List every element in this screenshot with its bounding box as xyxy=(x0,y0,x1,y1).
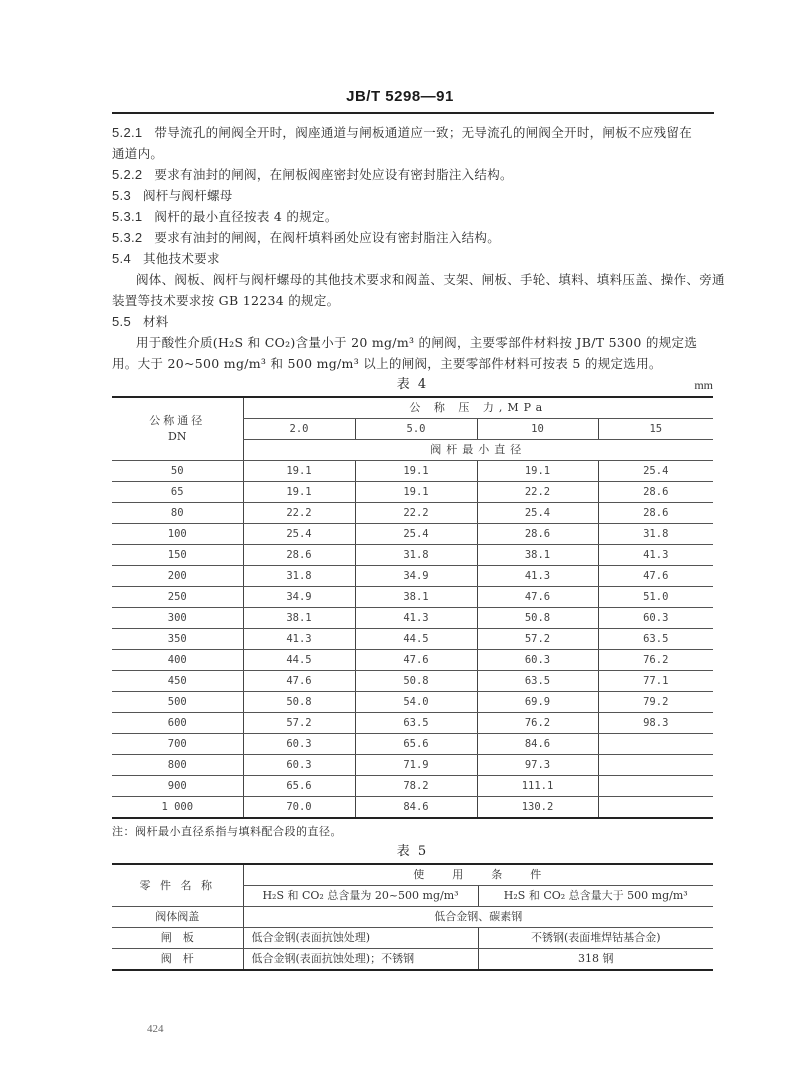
table4-caption-line xyxy=(112,376,713,394)
stem-diameter-cell: 44.5 xyxy=(355,629,477,650)
dn-header-symbol: DN xyxy=(168,430,187,443)
clause-number: 5.3.1 xyxy=(112,209,143,224)
stem-diameter-cell: 77.1 xyxy=(598,671,713,692)
clause-text: 带导流孔的闸阀全开时，阀座通道与闸板通道应一致；无导流孔的闸阀全开时，闸板不应残留在 xyxy=(154,125,693,140)
clause-text: 要求有油封的闸阀，在阀杆填料函处应设有密封脂注入结构。 xyxy=(154,230,501,245)
stem-diameter-cell: 41.3 xyxy=(477,566,598,587)
table5-conditions-header: 使 用 条 件 xyxy=(243,864,713,886)
clause-number: 5.5 xyxy=(112,314,131,329)
table4-note: 注：阀杆最小直径系指与填料配合段的直径。 xyxy=(112,825,342,838)
table4-row xyxy=(112,545,713,566)
dn-cell: 350 xyxy=(112,629,243,650)
stem-diameter-cell: 22.2 xyxy=(355,503,477,524)
stem-diameter-cell: 69.9 xyxy=(477,692,598,713)
table4-row xyxy=(112,503,713,524)
dn-header-label: 公称通径 xyxy=(149,414,206,427)
pressure-col-header: 2.0 xyxy=(243,419,355,440)
table4-row xyxy=(112,692,713,713)
stem-diameter-cell: 41.3 xyxy=(243,629,355,650)
clause-text: 阀体、阀板、阀杆与阀杆螺母的其他技术要求和阀盖、支架、闸板、手轮、填料、填料压盖、操作、旁通 xyxy=(136,272,725,287)
clause-number: 5.2.1 xyxy=(112,125,143,140)
stem-diameter-cell: 28.6 xyxy=(477,524,598,545)
stem-diameter-cell: 111.1 xyxy=(477,776,598,797)
table4-row xyxy=(112,776,713,797)
table4-row xyxy=(112,608,713,629)
table4-row xyxy=(112,650,713,671)
page-number: 424 xyxy=(147,1023,164,1035)
stem-diameter-cell: 41.3 xyxy=(355,608,477,629)
clause-text: 要求有油封的闸阀，在闸板阀座密封处应设有密封脂注入结构。 xyxy=(154,167,513,182)
table5-material-cond2: 不锈钢(表面堆焊钴基合金) xyxy=(478,928,713,949)
table5-material-cond2: 318 钢 xyxy=(478,949,713,971)
stem-diameter-cell: 57.2 xyxy=(243,713,355,734)
stem-diameter-cell: 57.2 xyxy=(477,629,598,650)
table4-caption: 表 4 xyxy=(396,377,429,392)
stem-diameter-cell: 38.1 xyxy=(243,608,355,629)
stem-diameter-cell: 31.8 xyxy=(598,524,713,545)
paragraph-5-4-body xyxy=(136,271,725,289)
stem-diameter-cell: 60.3 xyxy=(243,755,355,776)
stem-diameter-cell: 28.6 xyxy=(598,503,713,524)
stem-diameter-cell: 38.1 xyxy=(477,545,598,566)
stem-diameter-cell xyxy=(598,755,713,776)
clause-number: 5.2.2 xyxy=(112,167,143,182)
header-rule xyxy=(112,112,714,114)
stem-diameter-cell: 65.6 xyxy=(243,776,355,797)
table5-part-name: 阀 杆 xyxy=(112,949,243,971)
dn-cell: 200 xyxy=(112,566,243,587)
stem-diameter-cell: 19.1 xyxy=(243,461,355,482)
dn-cell: 150 xyxy=(112,545,243,566)
stem-diameter-cell: 25.4 xyxy=(355,524,477,545)
stem-diameter-cell: 47.6 xyxy=(243,671,355,692)
table4-unit: mm xyxy=(694,378,713,392)
stem-diameter-cell: 41.3 xyxy=(598,545,713,566)
tables-flow xyxy=(112,396,713,971)
stem-diameter-cell: 19.1 xyxy=(243,482,355,503)
table4-row xyxy=(112,461,713,482)
stem-diameter-cell: 130.2 xyxy=(477,797,598,819)
stem-diameter-cell: 50.8 xyxy=(355,671,477,692)
stem-diameter-cell xyxy=(598,734,713,755)
clause-number: 5.3.2 xyxy=(112,230,143,245)
table4-row xyxy=(112,629,713,650)
stem-diameter-cell: 31.8 xyxy=(243,566,355,587)
stem-diameter-cell: 78.2 xyxy=(355,776,477,797)
clause-text: 装置等技术要求按 GB 12234 的规定。 xyxy=(112,293,340,308)
paragraph-5-2-1-cont xyxy=(112,145,163,163)
stem-diameter-cell: 50.8 xyxy=(243,692,355,713)
stem-diameter-cell: 25.4 xyxy=(477,503,598,524)
dn-cell: 900 xyxy=(112,776,243,797)
stem-diameter-cell: 47.6 xyxy=(477,587,598,608)
stem-diameter-cell: 28.6 xyxy=(243,545,355,566)
paragraph-5-5-body xyxy=(136,334,697,352)
stem-diameter-cell: 19.1 xyxy=(355,461,477,482)
clause-text: 材料 xyxy=(142,314,169,329)
stem-diameter-cell: 25.4 xyxy=(598,461,713,482)
section-5-4-title xyxy=(112,250,220,268)
table4-row xyxy=(112,482,713,503)
paragraph-5-5-body-cont xyxy=(112,355,662,373)
stem-diameter-cell: 28.6 xyxy=(598,482,713,503)
table5-caption: 表 5 xyxy=(396,844,429,859)
stem-diameter-cell: 51.0 xyxy=(598,587,713,608)
clause-number: 5.4 xyxy=(112,251,131,266)
stem-diameter-cell: 63.5 xyxy=(477,671,598,692)
paragraph-5-2-1 xyxy=(112,124,692,142)
stem-diameter-cell: 25.4 xyxy=(243,524,355,545)
stem-diameter-cell: 34.9 xyxy=(243,587,355,608)
stem-diameter-cell: 34.9 xyxy=(355,566,477,587)
dn-cell: 300 xyxy=(112,608,243,629)
dn-cell: 450 xyxy=(112,671,243,692)
table4-row xyxy=(112,566,713,587)
stem-diameter-cell: 44.5 xyxy=(243,650,355,671)
stem-diameter-cell: 60.3 xyxy=(243,734,355,755)
stem-diameter-cell: 76.2 xyxy=(598,650,713,671)
table4-row xyxy=(112,797,713,819)
dn-cell: 400 xyxy=(112,650,243,671)
stem-diameter-cell: 19.1 xyxy=(355,482,477,503)
section-5-3-title xyxy=(112,187,233,205)
section-5-5-title xyxy=(112,313,169,331)
stem-diameter-cell: 71.9 xyxy=(355,755,477,776)
pressure-col-header: 5.0 xyxy=(355,419,477,440)
clause-text: 阀杆与阀杆螺母 xyxy=(142,188,233,203)
table5-material-cond1: 低合金钢(表面抗蚀处理) xyxy=(243,928,478,949)
stem-diameter-cell: 79.2 xyxy=(598,692,713,713)
table4-stem-diameter xyxy=(112,396,713,819)
stem-diameter-cell: 84.6 xyxy=(355,797,477,819)
stem-diameter-cell: 63.5 xyxy=(355,713,477,734)
clause-text: 用于酸性介质(H₂S 和 CO₂)含量小于 20 mg/m³ 的闸阀，主要零部件材料按 JB/T 5300 的规定选 xyxy=(136,335,698,350)
dn-cell: 50 xyxy=(112,461,243,482)
table4-row xyxy=(112,671,713,692)
stem-diameter-cell: 63.5 xyxy=(598,629,713,650)
stem-diameter-cell: 22.2 xyxy=(243,503,355,524)
stem-diameter-cell: 38.1 xyxy=(355,587,477,608)
dn-cell: 800 xyxy=(112,755,243,776)
dn-cell: 80 xyxy=(112,503,243,524)
dn-cell: 100 xyxy=(112,524,243,545)
stem-diameter-cell: 97.3 xyxy=(477,755,598,776)
dn-cell: 600 xyxy=(112,713,243,734)
pressure-col-header: 15 xyxy=(598,419,713,440)
table4-dn-header xyxy=(112,397,243,461)
paragraph-5-2-2 xyxy=(112,166,513,184)
table5-part-header: 零 件 名 称 xyxy=(112,864,243,907)
clause-text: 用。大于 20~500 mg/m³ 和 500 mg/m³ 以上的闸阀，主要零部件材料可按表 5 的规定选用。 xyxy=(112,356,662,371)
stem-diameter-cell: 47.6 xyxy=(598,566,713,587)
stem-diameter-cell: 76.2 xyxy=(477,713,598,734)
table5-condition-2: H₂S 和 CO₂ 总含量大于 500 mg/m³ xyxy=(478,886,713,907)
table4-row xyxy=(112,524,713,545)
dn-cell: 65 xyxy=(112,482,243,503)
stem-diameter-cell: 70.0 xyxy=(243,797,355,819)
stem-diameter-cell: 65.6 xyxy=(355,734,477,755)
clause-number: 5.3 xyxy=(112,188,131,203)
stem-diameter-cell: 54.0 xyxy=(355,692,477,713)
table5-material-merged: 低合金钢、碳素钢 xyxy=(243,907,713,928)
standard-code-header: JB/T 5298—91 xyxy=(346,88,454,105)
table5-condition-1: H₂S 和 CO₂ 总含量为 20~500 mg/m³ xyxy=(243,886,478,907)
table4-row xyxy=(112,713,713,734)
stem-diameter-cell: 84.6 xyxy=(477,734,598,755)
table4-row xyxy=(112,587,713,608)
dn-cell: 500 xyxy=(112,692,243,713)
pressure-col-header: 10 xyxy=(477,419,598,440)
stem-diameter-cell: 50.8 xyxy=(477,608,598,629)
stem-diameter-cell: 60.3 xyxy=(477,650,598,671)
table4-row xyxy=(112,734,713,755)
dn-cell: 700 xyxy=(112,734,243,755)
clause-text: 阀杆的最小直径按表 4 的规定。 xyxy=(154,209,338,224)
table4-stem-subheader: 阀杆最小直径 xyxy=(243,440,713,461)
paragraph-5-3-2 xyxy=(112,229,500,247)
stem-diameter-cell: 98.3 xyxy=(598,713,713,734)
stem-diameter-cell: 31.8 xyxy=(355,545,477,566)
clause-text: 其他技术要求 xyxy=(142,251,220,266)
stem-diameter-cell xyxy=(598,797,713,819)
clause-text: 通道内。 xyxy=(112,146,164,161)
table5-part-name: 阀体阀盖 xyxy=(112,907,243,928)
paragraph-5-4-body-cont xyxy=(112,292,339,310)
stem-diameter-cell xyxy=(598,776,713,797)
table5-material-cond1: 低合金钢(表面抗蚀处理)；不锈钢 xyxy=(243,949,478,971)
dn-cell: 1 000 xyxy=(112,797,243,819)
table4-row xyxy=(112,755,713,776)
stem-diameter-cell: 60.3 xyxy=(598,608,713,629)
paragraph-5-3-1 xyxy=(112,208,338,226)
table5-part-name: 闸 板 xyxy=(112,928,243,949)
table5-materials xyxy=(112,863,713,971)
stem-diameter-cell: 47.6 xyxy=(355,650,477,671)
stem-diameter-cell: 22.2 xyxy=(477,482,598,503)
stem-diameter-cell: 19.1 xyxy=(477,461,598,482)
dn-cell: 250 xyxy=(112,587,243,608)
table4-pressure-header: 公 称 压 力,MPa xyxy=(243,397,713,419)
